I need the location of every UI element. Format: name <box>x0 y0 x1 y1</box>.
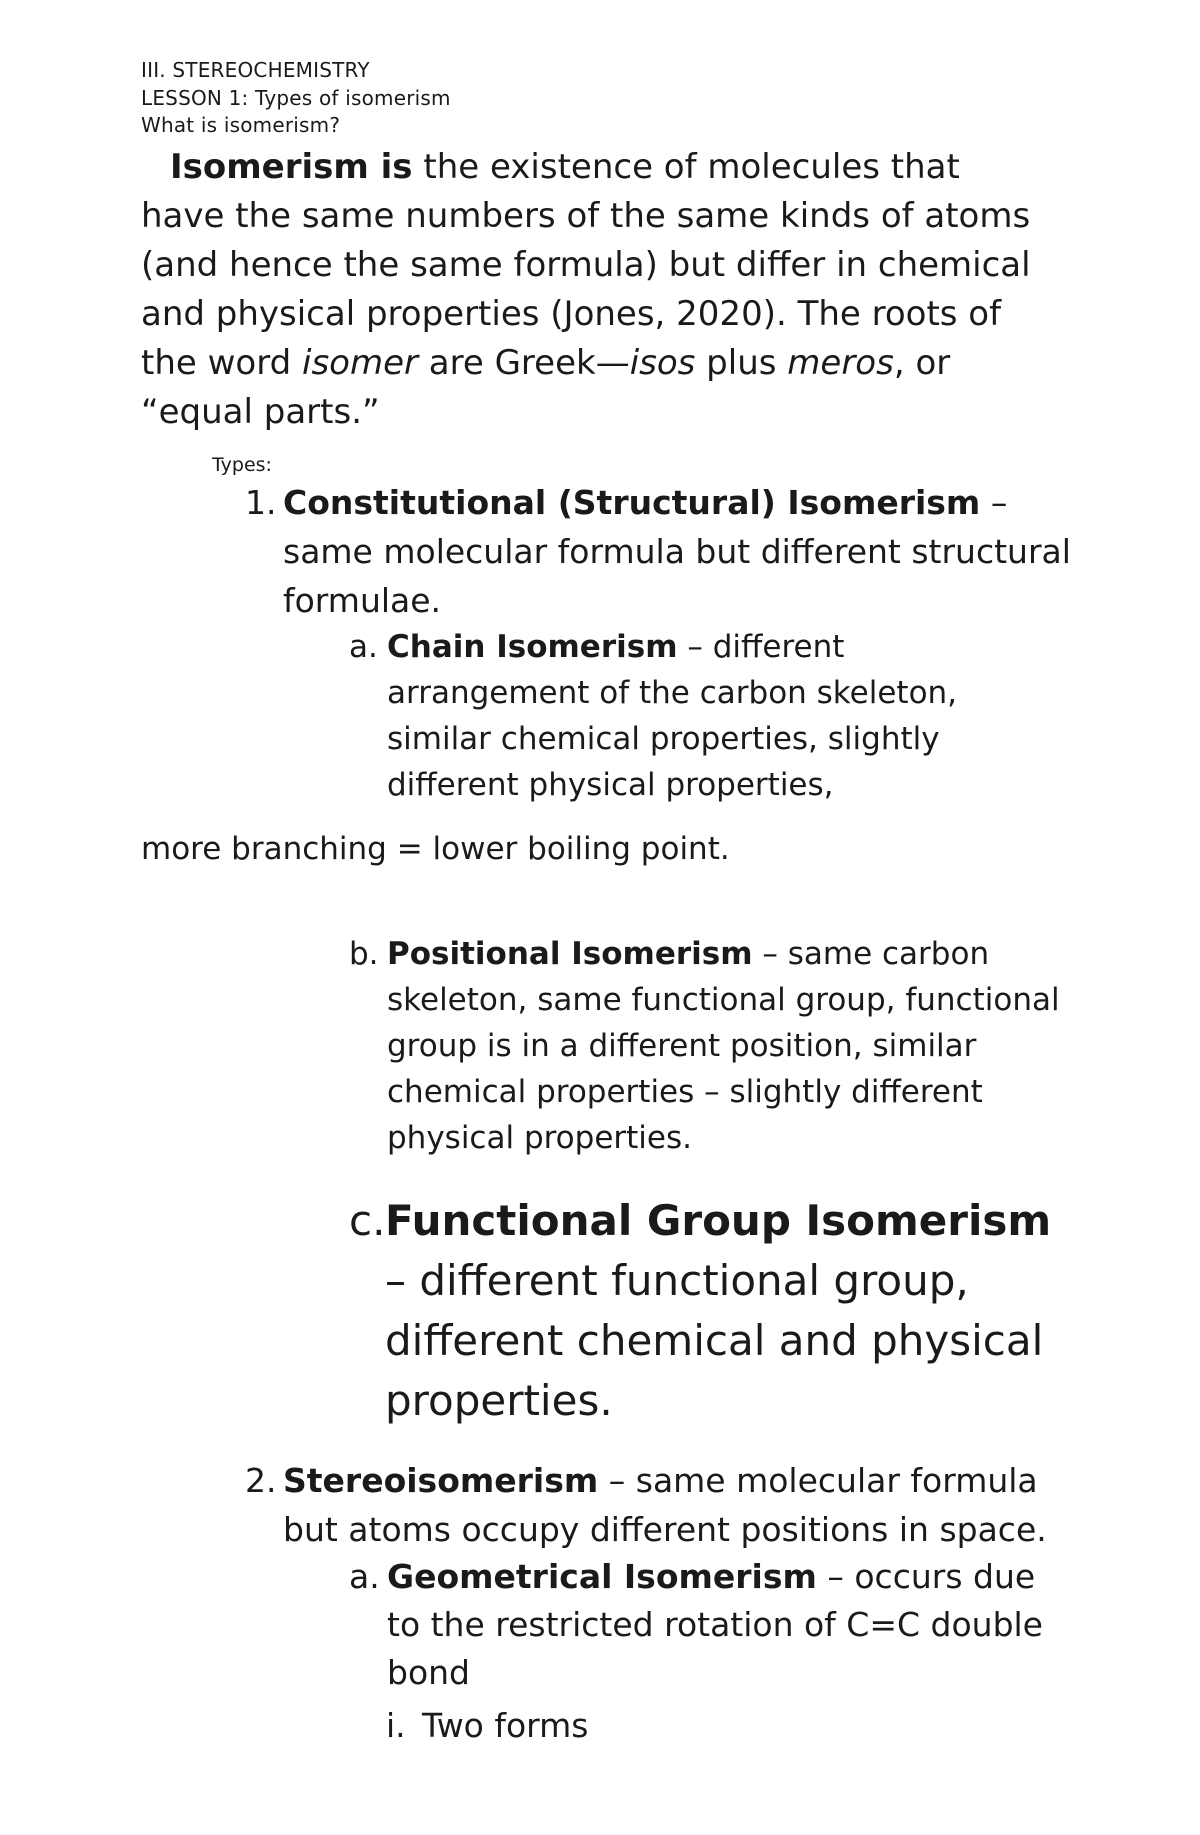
type-1b-title: Positional Isomerism <box>387 936 753 972</box>
intro-lead: Isomerism is <box>170 147 413 187</box>
types-label: Types: <box>212 454 272 476</box>
chapter-heading: III. STEREOCHEMISTRY <box>141 58 370 82</box>
type-2a-item <box>349 1553 1089 1703</box>
type-1a-title: Chain Isomerism <box>387 629 678 665</box>
lesson-heading: LESSON 1: Types of isomerism <box>141 86 451 110</box>
type-1a-marker: a. <box>349 629 378 665</box>
type-1c-desc: – different functional group, different chemical and physical properties. <box>385 1256 1044 1425</box>
type-1-item <box>245 478 1085 628</box>
type-1-body <box>283 478 1083 625</box>
type-1c-marker: c. <box>349 1196 386 1245</box>
type-2-marker: 2. <box>245 1461 277 1500</box>
chain-continuation: more branching = lower boiling point. <box>141 831 730 867</box>
type-1a-desc: – different arrangement of the carbon skeleton, similar chemical properties, slightly different physical properties, <box>387 629 958 803</box>
type-2a-i-text: Two forms <box>422 1706 589 1745</box>
type-2a-body <box>387 1553 1077 1697</box>
type-1-title: Constitutional (Structural) Isomerism <box>283 483 981 522</box>
type-2a-desc: – occurs due to the restricted rotation of C=C double bond <box>387 1557 1043 1692</box>
type-1c-title: Functional Group Isomerism <box>385 1196 1052 1245</box>
type-1b-item <box>349 931 1089 1171</box>
type-1a-body <box>387 624 967 808</box>
type-1-marker: 1. <box>245 483 277 522</box>
type-2a-title: Geometrical Isomerism <box>387 1557 817 1596</box>
type-2-item <box>245 1456 1085 1556</box>
type-2a-i-marker: i. <box>386 1706 406 1745</box>
type-2a-marker: a. <box>349 1557 380 1596</box>
type-1-desc: – same molecular formula but different structural formulae. <box>283 483 1071 620</box>
type-1c-item <box>349 1191 1129 1441</box>
intro-paragraph: Isomerism is the existence of molecules that have the same numbers of the same kinds of atoms (and hence the same formula) but differ in chemical and physical properties (Jones, 2020). The roots of the word isomer are Greek—isos plus meros, or “equal parts.” <box>141 147 1031 432</box>
type-2-title: Stereoisomerism <box>283 1461 599 1500</box>
type-2-desc: – same molecular formula but atoms occupy different positions in space. <box>283 1461 1047 1549</box>
type-2a-i-item <box>386 1702 786 1752</box>
type-1b-body <box>387 931 1077 1161</box>
type-2-body <box>283 1456 1073 1554</box>
type-1b-marker: b. <box>349 936 379 972</box>
type-1b-desc: – same carbon skeleton, same functional group, functional group is in a different position, similar chemical properties – slightly different physical properties. <box>387 936 1060 1156</box>
question-heading: What is isomerism? <box>141 113 341 137</box>
type-1a-item <box>349 624 1089 814</box>
type-1c-body <box>385 1191 1085 1431</box>
